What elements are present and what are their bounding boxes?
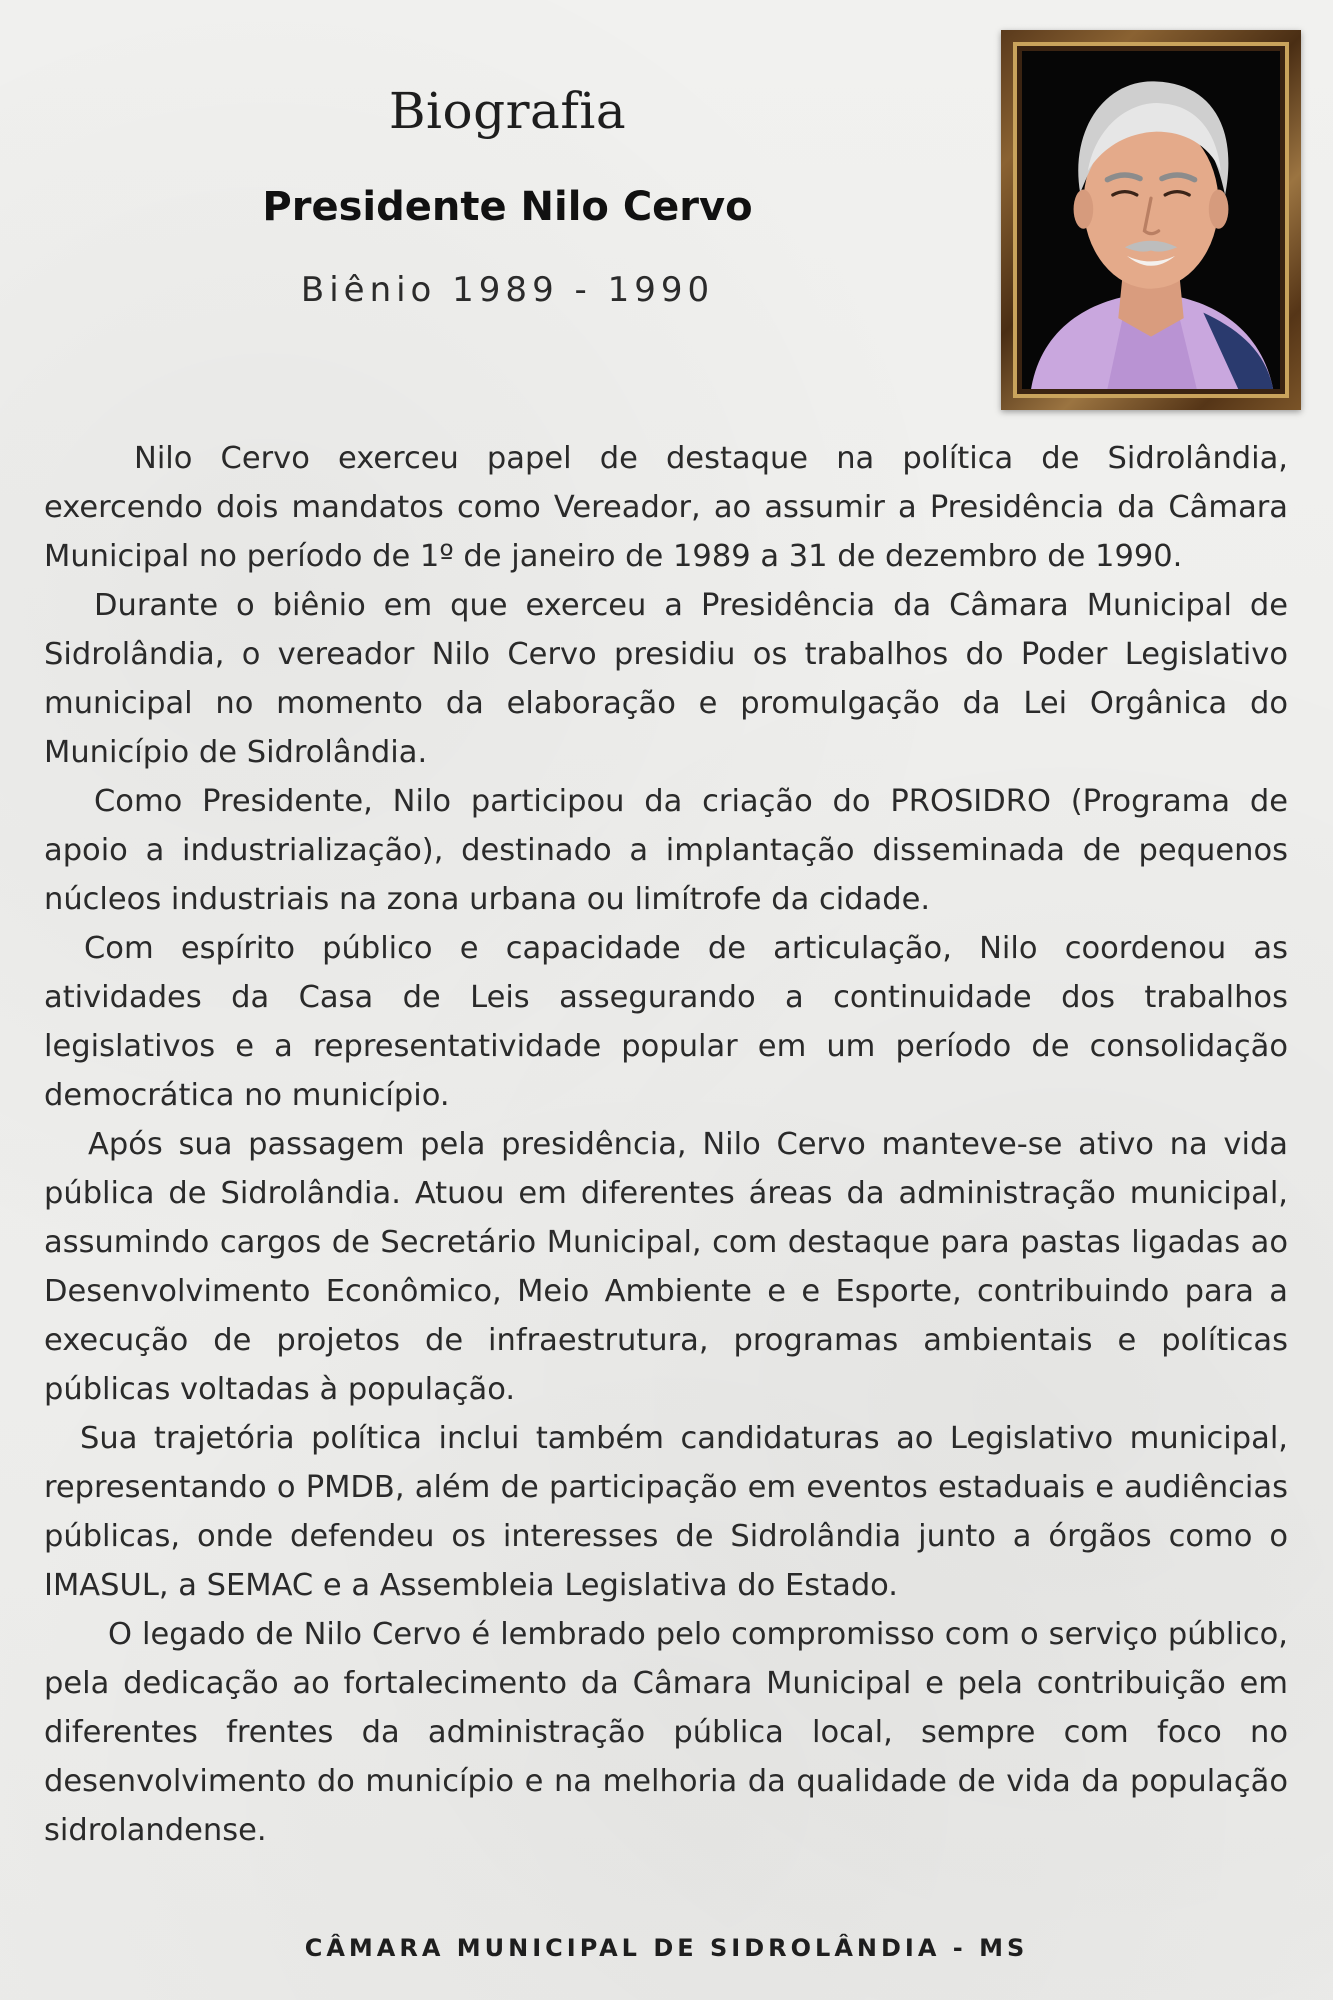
biography-text xyxy=(44,434,1288,1855)
paragraph: Nilo Cervo exerceu papel de destaque na política de Sidrolândia, exercendo dois mandatos como Vereador, ao assumir a Presidência da Câmara Municipal no período de 1º de janeiro de 1989 a 31 de dezembro de 1990. xyxy=(44,441,1288,574)
paragraph: Com espírito público e capacidade de articulação, Nilo coordenou as atividades da Casa de Leis assegurando a continuidade dos trabalhos legislativos e a representatividade popular em um período de consolidação democrática no município. xyxy=(44,931,1288,1113)
paragraph: Sua trajetória política inclui também candidaturas ao Legislativo municipal, representando o PMDB, além de participação em eventos estaduais e audiências públicas, onde defendeu os interesses de Sidrolândia junto a órgãos como o IMASUL, a SEMAC e a Assembleia Legislativa do Estado. xyxy=(44,1421,1288,1603)
term-period: Biênio 1989 - 1990 xyxy=(300,270,715,310)
portrait-frame xyxy=(1001,30,1301,410)
portrait-illustration xyxy=(1022,51,1280,389)
paragraph: O legado de Nilo Cervo é lembrado pelo compromisso com o serviço público, pela dedicação ao fortalecimento da Câmara Municipal e pela contribuição em diferentes frentes da administração pública local, sempre com foco no desenvolvimento do município e na melhoria da qualidade de vida da população sidrolandense. xyxy=(44,1617,1288,1848)
footer-institution: CÂMARA MUNICIPAL DE SIDROLÂNDIA - MS xyxy=(304,1934,1029,1962)
president-name: Presidente Nilo Cervo xyxy=(262,184,753,230)
portrait-photo-icon xyxy=(1022,51,1280,389)
paragraph: Durante o biênio em que exerceu a Presidência da Câmara Municipal de Sidrolândia, o vereador Nilo Cervo presidiu os trabalhos do Poder Legislativo municipal no momento da elaboração e promulgação da Lei Orgânica do Município de Sidrolândia. xyxy=(44,588,1288,770)
paragraph: Como Presidente, Nilo participou da criação do PROSIDRO (Programa de apoio a industrialização), destinado a implantação disseminada de pequenos núcleos industriais na zona urbana ou limítrofe da cidade. xyxy=(44,784,1288,917)
paragraph: Após sua passagem pela presidência, Nilo Cervo manteve-se ativo na vida pública de Sidrolândia. Atuou em diferentes áreas da administração municipal, assumindo cargos de Secretário Municipal, com destaque para pastas ligadas ao Desenvolvimento Econômico, Meio Ambiente e e Esporte, contribuindo para a execução de projetos de infraestrutura, programas ambientais e políticas públicas voltadas à população. xyxy=(44,1127,1288,1407)
page-title: Biografia xyxy=(388,82,627,140)
portrait-mat xyxy=(1013,42,1289,398)
header xyxy=(0,0,1000,400)
